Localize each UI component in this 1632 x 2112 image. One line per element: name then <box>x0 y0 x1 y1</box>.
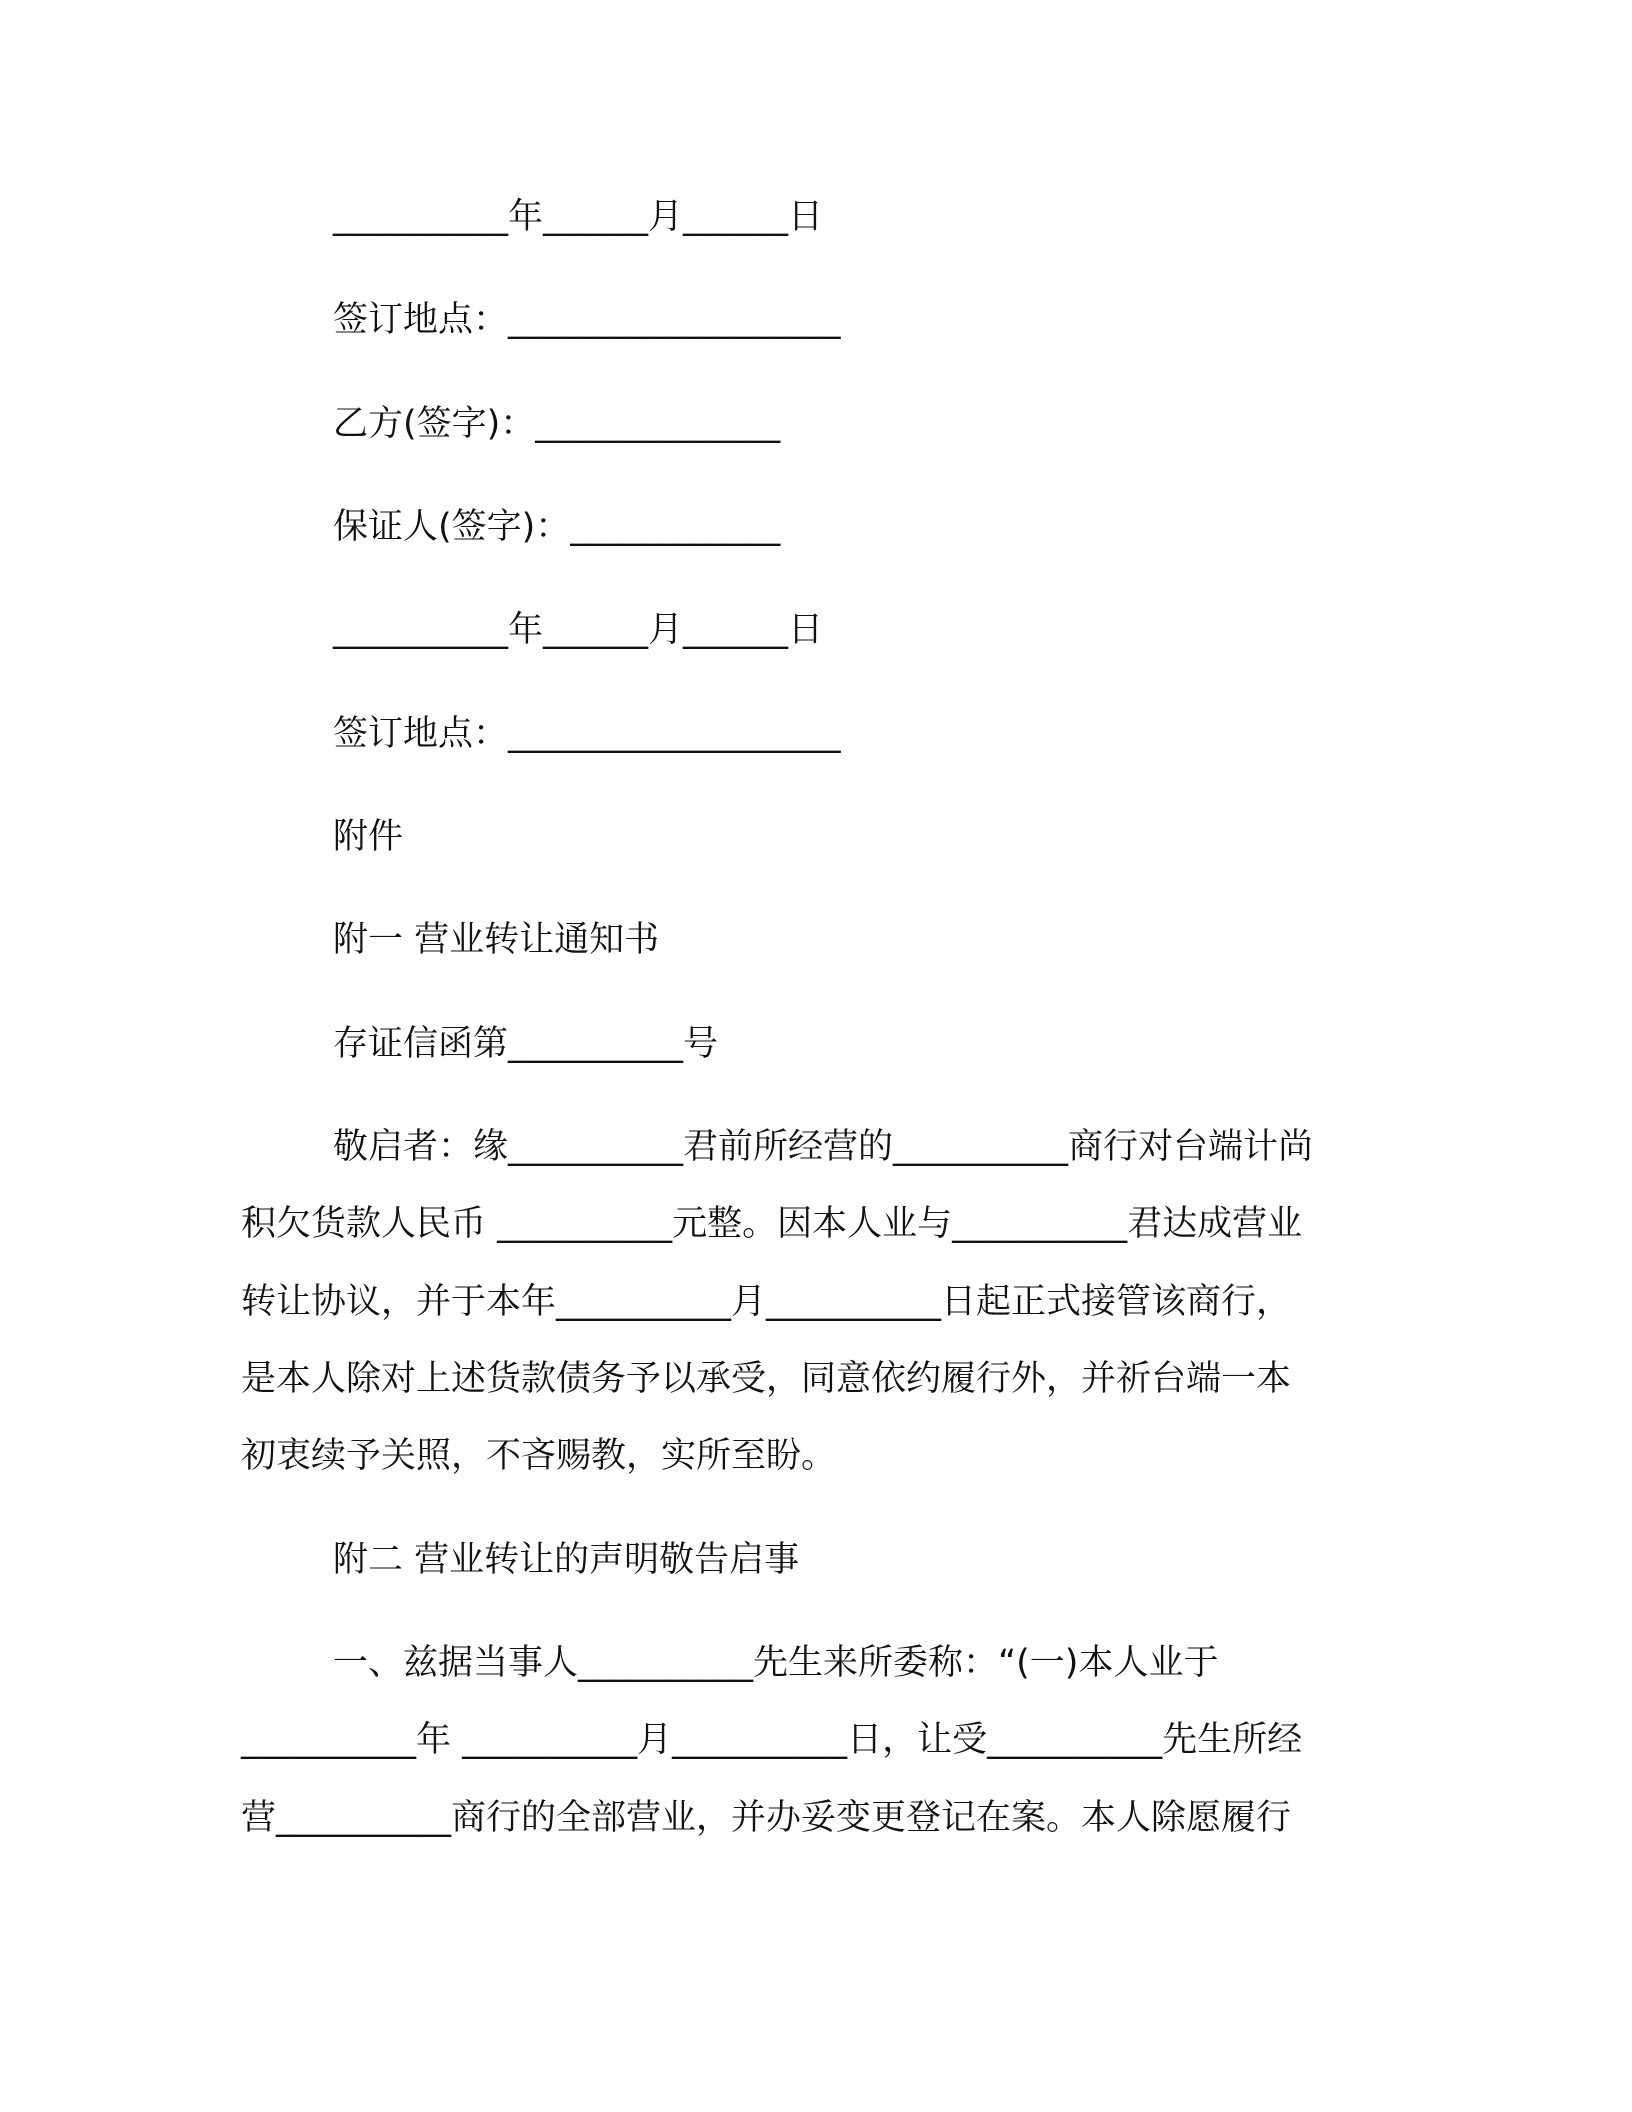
attachment-1-title: 附一 营业转让通知书 <box>333 920 660 960</box>
notice-paragraph-line-3: 转让协议，并于本年__________月__________日起正式接管该商行， <box>241 1282 1292 1322</box>
certified-letter-number: 存证信函第__________号 <box>333 1024 719 1064</box>
notice-paragraph-line-4: 是本人除对上述货款债务予以承受，同意依约履行外，并祈台端一本 <box>241 1359 1292 1399</box>
statement-paragraph-line-1: 一、兹据当事人__________先生来所委称：“(一)本人业于 <box>333 1643 1219 1683</box>
guarantor-signature-line: 保证人(签字)：____________ <box>333 507 781 547</box>
signing-place-line-2: 签订地点：___________________ <box>333 714 841 754</box>
notice-paragraph-line-2: 积欠货款人民币 __________元整。因本人业与__________君达成营业 <box>241 1204 1303 1244</box>
party-b-signature-line: 乙方(签字)：______________ <box>333 404 781 444</box>
signing-date-line-2: __________年______月______日 <box>333 610 824 650</box>
notice-paragraph-line-5: 初衷续予关照，不吝赐教，实所至盼。 <box>241 1436 837 1476</box>
signing-place-line-1: 签订地点：___________________ <box>333 300 841 340</box>
notice-paragraph-line-1: 敬启者：缘__________君前所经营的__________商行对台端计尚 <box>333 1127 1314 1167</box>
signing-date-line-1: __________年______月______日 <box>333 197 824 237</box>
statement-paragraph-line-2: __________年 __________月__________日，让受__________先生所经 <box>241 1720 1303 1760</box>
attachment-2-title: 附二 营业转让的声明敬告启事 <box>333 1540 800 1580</box>
attachment-heading: 附件 <box>333 817 404 857</box>
statement-paragraph-line-3: 营__________商行的全部营业，并办妥变更登记在案。本人除愿履行 <box>241 1798 1292 1838</box>
